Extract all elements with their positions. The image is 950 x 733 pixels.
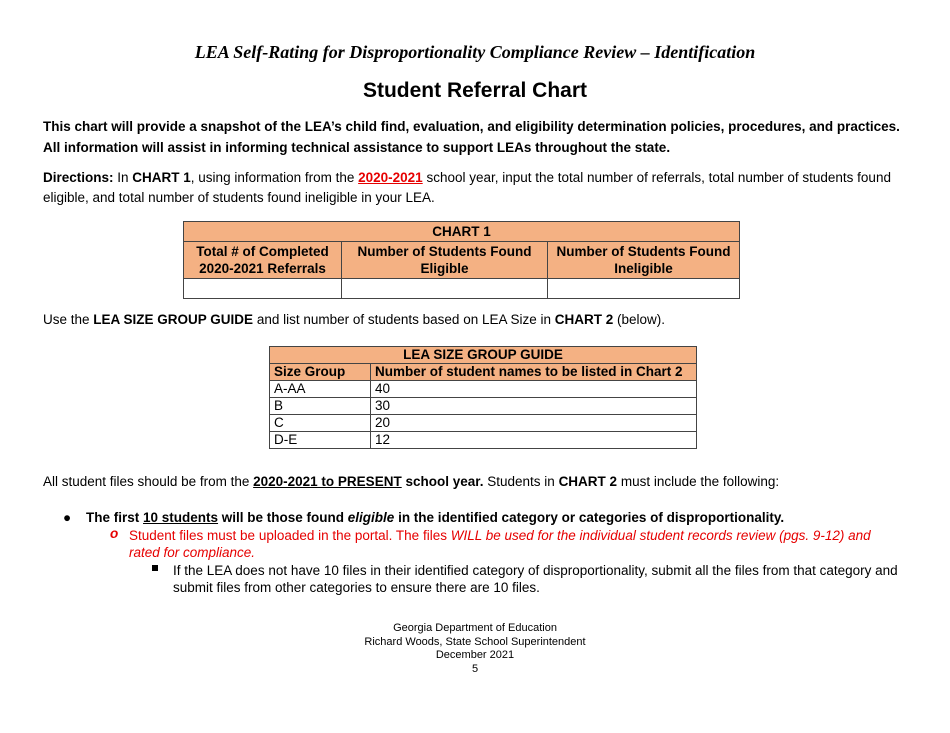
bullet-square-icon (152, 565, 158, 571)
page-title: Student Referral Chart (362, 79, 588, 102)
chart1-input-ineligible[interactable] (548, 279, 740, 299)
size-group-cell: D-E (270, 432, 371, 449)
size-count-cell: 40 (371, 381, 697, 398)
b1-emphasis: eligible (347, 510, 395, 525)
table-row (270, 432, 697, 449)
files-post: must include the following: (617, 474, 780, 489)
files-chart-ref: CHART 2 (558, 474, 618, 489)
size-guide-table (269, 346, 697, 449)
table-row (270, 381, 697, 398)
table-row (270, 415, 697, 432)
chart1-input-referrals[interactable] (184, 279, 342, 299)
size-count-cell: 12 (371, 432, 697, 449)
files-years: 2020-2021 to PRESENT (253, 474, 402, 489)
chart1-caption-row (184, 222, 740, 242)
directions-chart-ref: CHART 1 (132, 170, 191, 185)
footer-superintendent: Richard Woods, State School Superintendent (364, 635, 586, 648)
directions-year: 2020-2021 (358, 170, 423, 185)
directions-mid: , using information from the (190, 170, 359, 185)
files-year-word: school year. (401, 474, 484, 489)
directions-paragraph (43, 168, 908, 208)
chart1-col-referrals: Total # of Completed 2020-2021 Referrals (184, 242, 342, 279)
document-subtitle: LEA Self-Rating for Disproportionality Compliance Review – Identification (194, 42, 756, 62)
use-mid: and list number of students based on LEA Size in (253, 312, 555, 327)
size-guide-caption: LEA SIZE GROUP GUIDE (270, 347, 697, 364)
size-count-cell: 30 (371, 398, 697, 415)
b1-post: in the identified category or categories of disproportionality. (394, 510, 785, 525)
directions-post: school year, input the total number of referrals, total number of students found eligible, and total number of students found ineligible in your LEA. (43, 170, 891, 205)
files-mid: Students in (483, 474, 559, 489)
size-guide-instruction (43, 312, 665, 327)
size-group-cell: A-AA (270, 381, 371, 398)
size-count-cell: 20 (371, 415, 697, 432)
bullet-upload-note (129, 527, 899, 561)
files-instruction (43, 474, 779, 489)
b1-underlined: 10 students (143, 510, 219, 525)
bullet-insufficient-files: If the LEA does not have 10 files in their identified category of disproportionality, submit all the files from that category and submit files from other categories to ensure there are 10 files. (173, 563, 898, 595)
size-guide-col-count: Number of student names to be listed in Chart 2 (371, 364, 697, 381)
directions-label: Directions: (43, 170, 114, 185)
size-guide-caption-row (270, 347, 697, 364)
chart1-caption: CHART 1 (184, 222, 740, 242)
chart1-input-eligible[interactable] (342, 279, 548, 299)
size-guide-header-row (270, 364, 697, 381)
use-pre: Use the (43, 312, 94, 327)
bullet-o-icon: o (110, 526, 119, 541)
page-footer (0, 622, 950, 676)
footer-date: December 2021 (435, 649, 515, 661)
b1-mid: will be those found (218, 510, 348, 525)
table-row (270, 398, 697, 415)
chart1-table (183, 221, 740, 299)
bullet-first-students (86, 510, 906, 525)
directions-pre: In (113, 170, 133, 185)
chart1-header-row (184, 242, 740, 279)
footer-org: Georgia Department of Education (393, 622, 557, 634)
use-post: (below). (613, 312, 666, 327)
chart1-col-eligible: Number of Students Found Eligible (342, 242, 548, 279)
use-chart-ref: CHART 2 (554, 312, 614, 327)
chart1-col-ineligible: Number of Students Found Ineligible (548, 242, 740, 279)
use-guide-ref: LEA SIZE GROUP GUIDE (93, 312, 254, 327)
files-pre: All student files should be from the (43, 474, 254, 489)
b2-plain: Student files must be uploaded in the portal. The files (129, 528, 451, 543)
size-group-cell: B (270, 398, 371, 415)
chart1-input-row (184, 279, 740, 299)
b1-pre: The first (86, 510, 144, 525)
bullet-dot-icon: ● (63, 510, 72, 525)
b2-italic: WILL be used for the individual student records review (pgs. 9-12) and rated for compliance. (129, 528, 871, 560)
size-guide-col-group: Size Group (270, 364, 371, 381)
size-group-cell: C (270, 415, 371, 432)
page-number: 5 (471, 662, 479, 675)
intro-paragraph: This chart will provide a snapshot of the LEA’s child find, evaluation, and eligibility determination policies, procedures, and practices. All information will assist in informing technical assistance to support LEAs throughout the state. (43, 119, 900, 155)
